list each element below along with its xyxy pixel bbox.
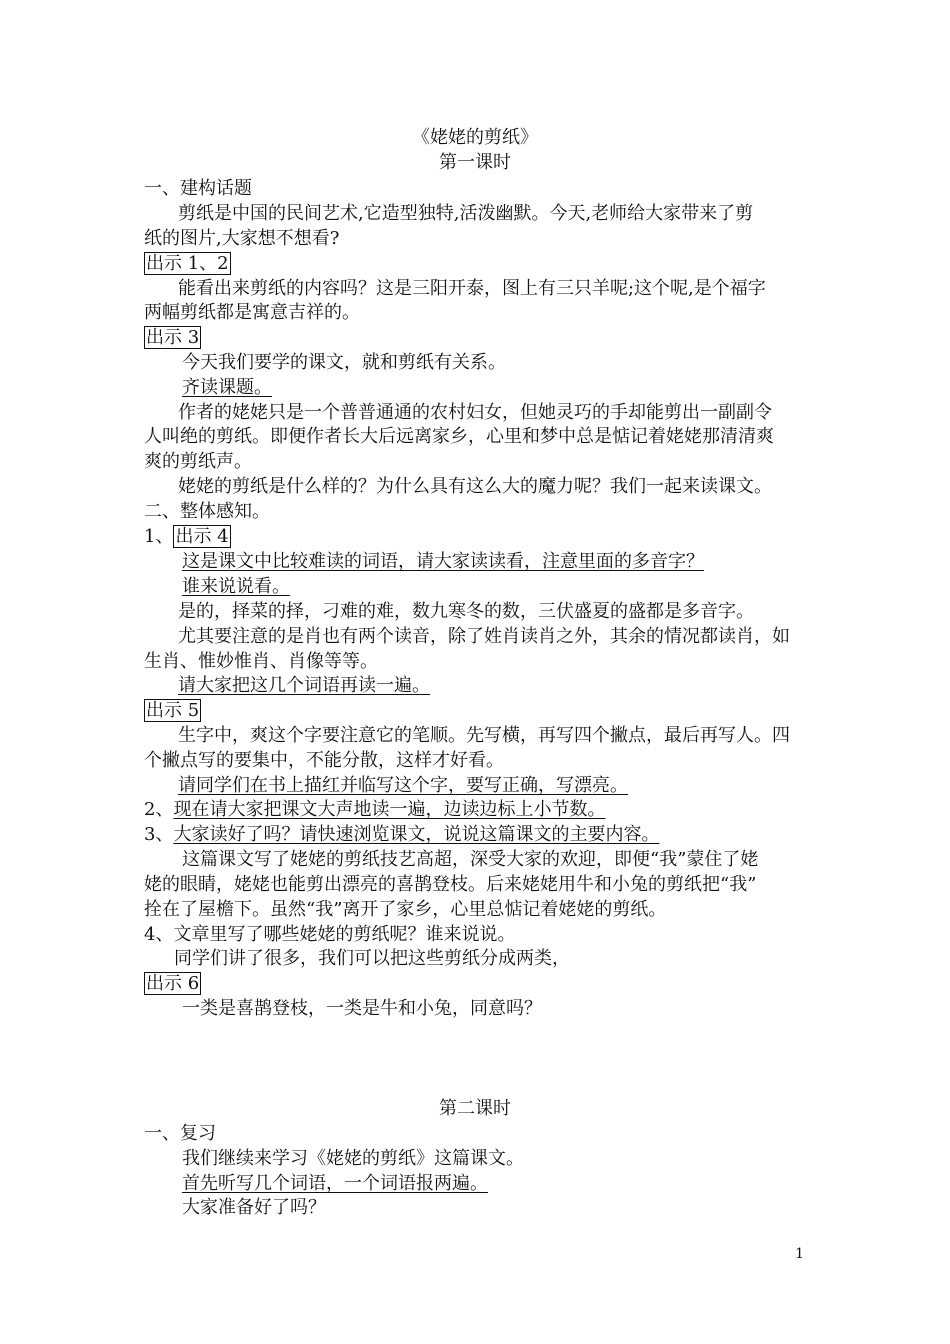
paragraph-line: 爽的剪纸声。 — [144, 451, 252, 472]
instruction-line: 谁来说说看。 — [182, 576, 290, 597]
section-heading: 一、建构话题 — [144, 178, 252, 199]
instruction-line: 首先听写几个词语，一个词语报两遍。 — [182, 1173, 488, 1194]
section-heading: 二、整体感知。 — [144, 501, 270, 522]
paragraph-line: 4、文章里写了哪些姥姥的剪纸呢？谁来说说。 — [144, 924, 516, 945]
item-number: 3、 — [144, 824, 174, 845]
document-title: 《姥姥的剪纸》 — [412, 127, 538, 148]
instruction-line: 请同学们在书上描红并临写这个字，要写正确，写漂亮。 — [178, 775, 628, 796]
paragraph-line: 纸的图片,大家想不想看? — [144, 228, 340, 249]
paragraph-line: 同学们讲了很多，我们可以把这些剪纸分成两类， — [174, 948, 570, 969]
paragraph-line: 个撇点写的要集中，不能分散，这样才好看。 — [144, 750, 504, 771]
paragraph-line: 大家准备好了吗？ — [182, 1197, 326, 1218]
paragraph-line: 生字中，爽这个字要注意它的笔顺。先写横，再写四个撇点，最后再写人。四 — [178, 725, 790, 746]
paragraph-line: 姥的眼睛，姥姥也能剪出漂亮的喜鹊登枝。后来姥姥用牛和小兔的剪纸把“我” — [144, 874, 757, 895]
paragraph-line: 尤其要注意的是肖也有两个读音，除了姓肖读肖之外，其余的情况都读肖，如 — [178, 626, 790, 647]
paragraph-line: 人叫绝的剪纸。即便作者长大后远离家乡，心里和梦中总是惦记着姥姥那清清爽 — [144, 426, 774, 447]
paragraph-line: 姥姥的剪纸是什么样的？为什么具有这么大的魔力呢？我们一起来读课文。 — [178, 476, 772, 497]
instruction-line: 这是课文中比较难读的词语，请大家读读看，注意里面的多音字？ — [182, 551, 704, 572]
show-slide-label: 出示 1、2 — [146, 253, 229, 274]
paragraph-line: 能看出来剪纸的内容吗？这是三阳开泰，图上有三只羊呢;这个呢,是个福字 — [178, 278, 766, 299]
paragraph-line: 一类是喜鹊登枝，一类是牛和小兔，同意吗？ — [182, 998, 542, 1019]
show-slide-label: 出示 4 — [175, 526, 229, 547]
paragraph-line: 今天我们要学的课文，就和剪纸有关系。 — [182, 352, 506, 373]
item-number: 2、 — [144, 799, 174, 820]
page-number: 1 — [795, 1246, 804, 1262]
show-slide-label: 出示 5 — [146, 700, 200, 721]
paragraph-line: 两幅剪纸都是寓意吉祥的。 — [144, 302, 360, 323]
item-number: 1、 — [144, 526, 174, 547]
instruction-line: 现在请大家把课文大声地读一遍，边读边标上小节数。 — [173, 799, 606, 820]
instruction-line: 大家读好了吗？请快速浏览课文，说说这篇课文的主要内容。 — [173, 824, 660, 845]
paragraph-line: 是的，择菜的择，刁难的难，数九寒冬的数，三伏盛夏的盛都是多音字。 — [178, 601, 754, 622]
instruction-line: 请大家把这几个词语再读一遍。 — [178, 675, 430, 696]
instruction-line: 齐读课题。 — [182, 377, 272, 398]
paragraph-line: 剪纸是中国的民间艺术,它造型独特,活泼幽默。今天,老师给大家带来了剪 — [178, 203, 754, 224]
paragraph-line: 生肖、惟妙惟肖、肖像等等。 — [144, 651, 378, 672]
show-slide-label: 出示 6 — [146, 973, 200, 994]
show-slide-label: 出示 3 — [146, 327, 200, 348]
paragraph-line: 拴在了屋檐下。虽然“我”离开了家乡，心里总惦记着姥姥的剪纸。 — [144, 899, 667, 920]
lesson1-heading: 第一课时 — [439, 152, 511, 173]
lesson2-heading: 第二课时 — [439, 1098, 511, 1119]
paragraph-line: 这篇课文写了姥姥的剪纸技艺高超，深受大家的欢迎，即便“我”蒙住了姥 — [182, 849, 759, 870]
paragraph-line: 我们继续来学习《姥姥的剪纸》这篇课文。 — [182, 1148, 524, 1169]
paragraph-line: 作者的姥姥只是一个普普通通的农村妇女，但她灵巧的手却能剪出一副副令 — [178, 402, 772, 423]
section-heading: 一、复习 — [144, 1123, 216, 1144]
